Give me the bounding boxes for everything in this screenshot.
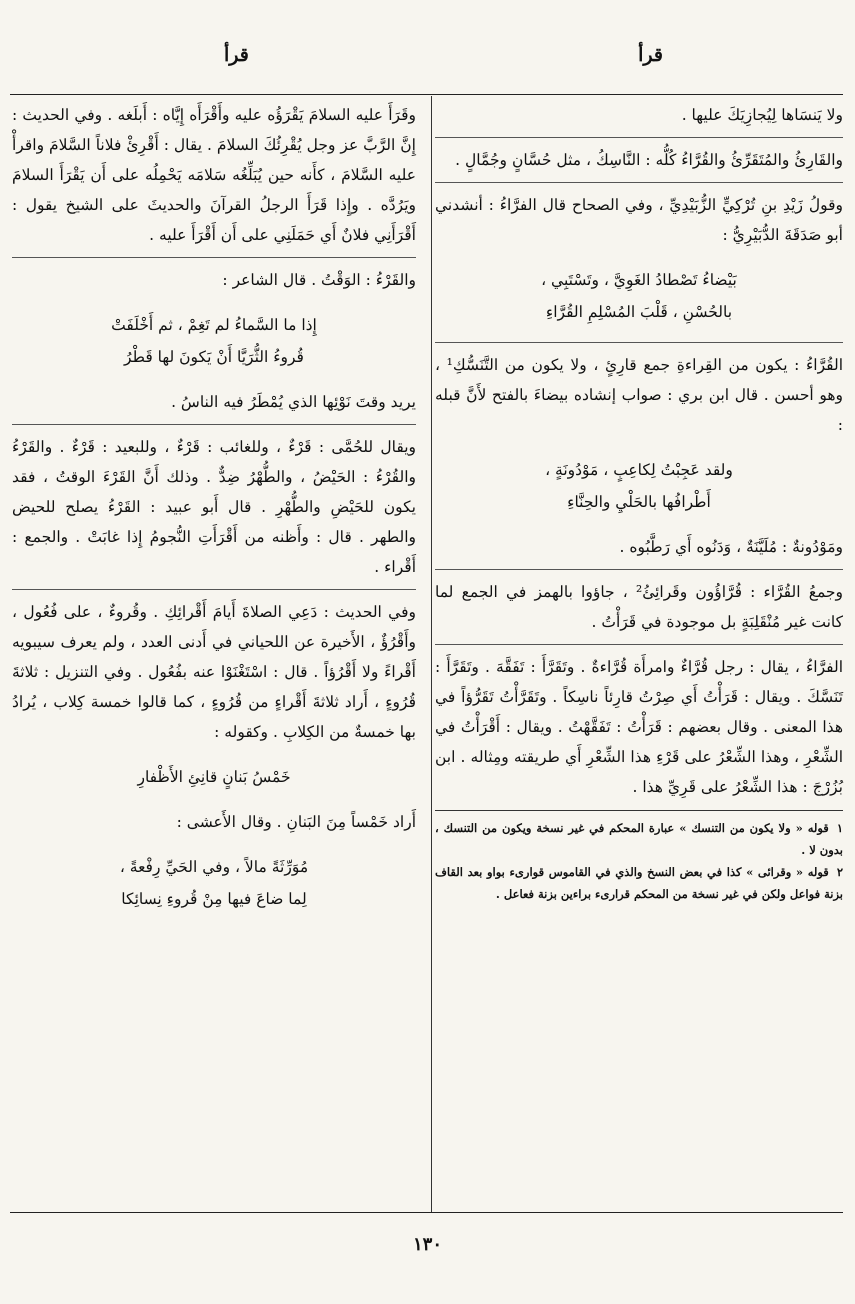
verse (12, 851, 416, 915)
paragraph: أَراد خَمْساً مِنَ البَنانِ . وقال الأَعشى : (176, 813, 416, 831)
paragraph: ويقال للحُمَّى : قَرْءٌ ، وللغائب : قَرْءٌ ، وللبعيد : قَرْءٌ . والقَرْءُ والقُرْءُ : الحَيْضُ ، والطُّهْرُ ضِدٌّ . وذلك أَنَّ القَرْءَ الوقتُ ، فقد يكون للحَيْضِ والطُّهْرِ . قال أَبو عبيد : القَرْءُ يصلح للحيض والطهر . قال : وأَظنه من أَقْرَأَتِ النُّجومُ إِذا غابَتْ . والجمع : أَقْراء . (12, 438, 416, 576)
paragraph: وقولُ زَيْدِ بنِ تُرْكِيٍّ الزُّبَيْدِيِّ ، وفي الصحاح قال الفرَّاءُ : أنشدني أبو صَدَقَةَ الدُّبَيْرِيُّ : (435, 196, 843, 244)
footnote-rule (435, 810, 843, 811)
verse-line: إِذا ما السَّماءُ لم تَغِمْ ، ثم أَخْلَفَتْ (111, 316, 317, 334)
verse-line: بَيْضاءُ تَصْطادُ الغَوِيَّ ، وتَسْتَبِي ، (541, 271, 737, 289)
section-rule (12, 424, 416, 425)
paragraph: والقَارِئُ والمُتَقَرِّئُ والقُرَّاءُ كُلُّه : النَّاسِكُ ، مثل حُسَّانٍ وجُمَّالٍ . (455, 151, 843, 169)
verse-line: خَمْسُ بَنانٍ قانِئِ الأَظْفارِ (137, 768, 291, 786)
running-header-right: قرأ (638, 44, 663, 66)
paragraph: يريد وقتَ نَوْئِها الذي يُمْطَرُ فيه الناسُ . (171, 393, 416, 411)
column-divider (431, 96, 432, 1212)
section-rule (435, 644, 843, 645)
section-rule (435, 182, 843, 183)
bottom-rule (10, 1212, 843, 1213)
footnote-number: ٢ (836, 865, 843, 879)
section-rule (435, 569, 843, 570)
verse-line: أَطْرافُها بالحَلْيِ والحِنَّاءِ (567, 493, 711, 511)
verse-line: لِما ضاعَ فيها مِنْ قُروءِ نِسائِكا (121, 890, 307, 908)
left-column (12, 100, 416, 929)
verse (12, 761, 416, 793)
footnote-number: ١ (836, 821, 843, 835)
right-column (435, 100, 843, 905)
running-header-left: قرأ (224, 44, 249, 66)
footnote-text: قوله « وقرائى » كذا في بعض النسخ والذي في القاموس قوارىء بواو بعد القاف بزنة فواعل ولكن في غير نسخة من المحكم قرارىء براءين بزنة فعاعل . (435, 865, 843, 901)
footnote (435, 861, 843, 905)
paragraph: وفي الحديث : دَعِي الصلاةَ أَيامَ أَقْرائِكِ . وقُروءٌ ، على فُعُول ، وأَقْرُؤٌ ، الأَخيرة عن اللحياني في أَدنى العدد ، ولم يعرف سيبويه أَقْراءً ولا أَقْرُؤاً . قال : اسْتَغْنَوْا عنه بفُعُول . وفي التنزيل : ثلاثةَ قُرُوءٍ ، أَراد ثلاثةَ أَقْراءٍ من قُرُوءٍ ، كما قالوا خمسة كِلاب ، يُرادُ بها خمسةٌ من الكِلابِ . وكقوله : (12, 603, 416, 741)
verse-line: ولقد عَجِبْتُ لِكاعِبٍ ، مَوْدُونَةٍ ، (545, 461, 733, 479)
paragraph: الفرَّاءُ ، يقال : رجل قُرَّاءٌ وامرأَة قُرَّاءةٌ . وتَقَرَّأَ : تَفَقَّهَ . وتَقَرَّأَ : تَنَسَّكَ . ويقال : قَرَأْتُ أَي صِرْتُ قارِئاً ناسِكاً . وتَقَرَّأْتُ تَقَرُّؤاً في هذا المعنى . وقال بعضهم : قَرَأْتُ : تَفَقَّهْتُ . ويقال : أَقْرَأْتُ في الشِّعْرِ ، وهذا الشِّعْرُ على قَرْءِ هذا الشِّعْرِ أَي طريقته ومِثاله . ابن بُزُرْجَ : هذا الشِّعْرُ على قَرِيِّ هذا . (435, 658, 843, 796)
paragraph: القُرَّاءُ : يكون من القِراءةِ جمع قارِئٍ ، ولا يكون من التَّنَسُّكِ¹ ، وهو أحسن . قال ابن بري : صواب إنشاده بيضاءَ بالفتح لأَنَّ قبله : (435, 356, 843, 434)
page-number: ١٣٠ (412, 1234, 442, 1255)
paragraph: وقَرَأَ عليه السلامَ يَقْرَؤُه عليه وأَقْرَأَه إِيَّاه : أَبلَغه . وفي الحديث : إِنَّ الرَّبَّ عز وجل يُقْرِئُكَ السلامَ . يقال : أَقْرِئْ فلاناً السَّلامَ واقرأْ عليه السَّلامَ ، كأَنه حين يُبَلِّغُه سَلامَه يَحْمِلُه على أَن يَقْرَأَ السلامَ ويَرُدَّه . وإِذا قَرَأَ الرجلُ القرآنَ والحديثَ على الشيخ يقول : أَقْرَأَنِي فلانٌ أَي حَمَلَنِي على أَن أَقْرَأَ عليه . (12, 106, 416, 244)
verse (12, 309, 416, 373)
paragraph: وجمعُ القُرَّاء : قُرَّاؤُون وقَرائِئُ² ، جاؤوا بالهمز في الجمع لما كانت غير مُنْقَلِبَةٍ بل موجودة في قَرَأْتُ . (435, 583, 843, 631)
top-rule (10, 94, 843, 95)
paragraph: ومَوْدُونةٌ : مُلَيَّنَةٌ ، وَدَنُوه أَي رَطَّبُوه . (619, 538, 843, 556)
section-rule (12, 589, 416, 590)
paragraph: والقَرْءُ : الوَقْتُ . قال الشاعر : (222, 271, 416, 289)
section-rule (12, 257, 416, 258)
section-rule (435, 342, 843, 343)
verse (435, 264, 843, 328)
verse (435, 454, 843, 518)
verse-line: بالحُسْنِ ، قَلْبَ المُسْلِمِ القُرَّاءِ (545, 303, 733, 321)
section-rule (435, 137, 843, 138)
verse-line: مُوَرِّثَةً مالاً ، وفي الحَيِّ رِفْعةً ، (119, 858, 309, 876)
footnote-text: قوله « ولا يكون من التنسك » عبارة المحكم في غير نسخة ويكون من التنسك ، بدون لا . (435, 821, 843, 857)
verse-line: قُروءُ الثُّرَيَّا أَنْ يَكونَ لها قَطْرُ (124, 348, 304, 366)
footnote (435, 817, 843, 861)
paragraph: ولا يَنسَاها لِيُجازِيَكَ عليها . (681, 106, 843, 124)
